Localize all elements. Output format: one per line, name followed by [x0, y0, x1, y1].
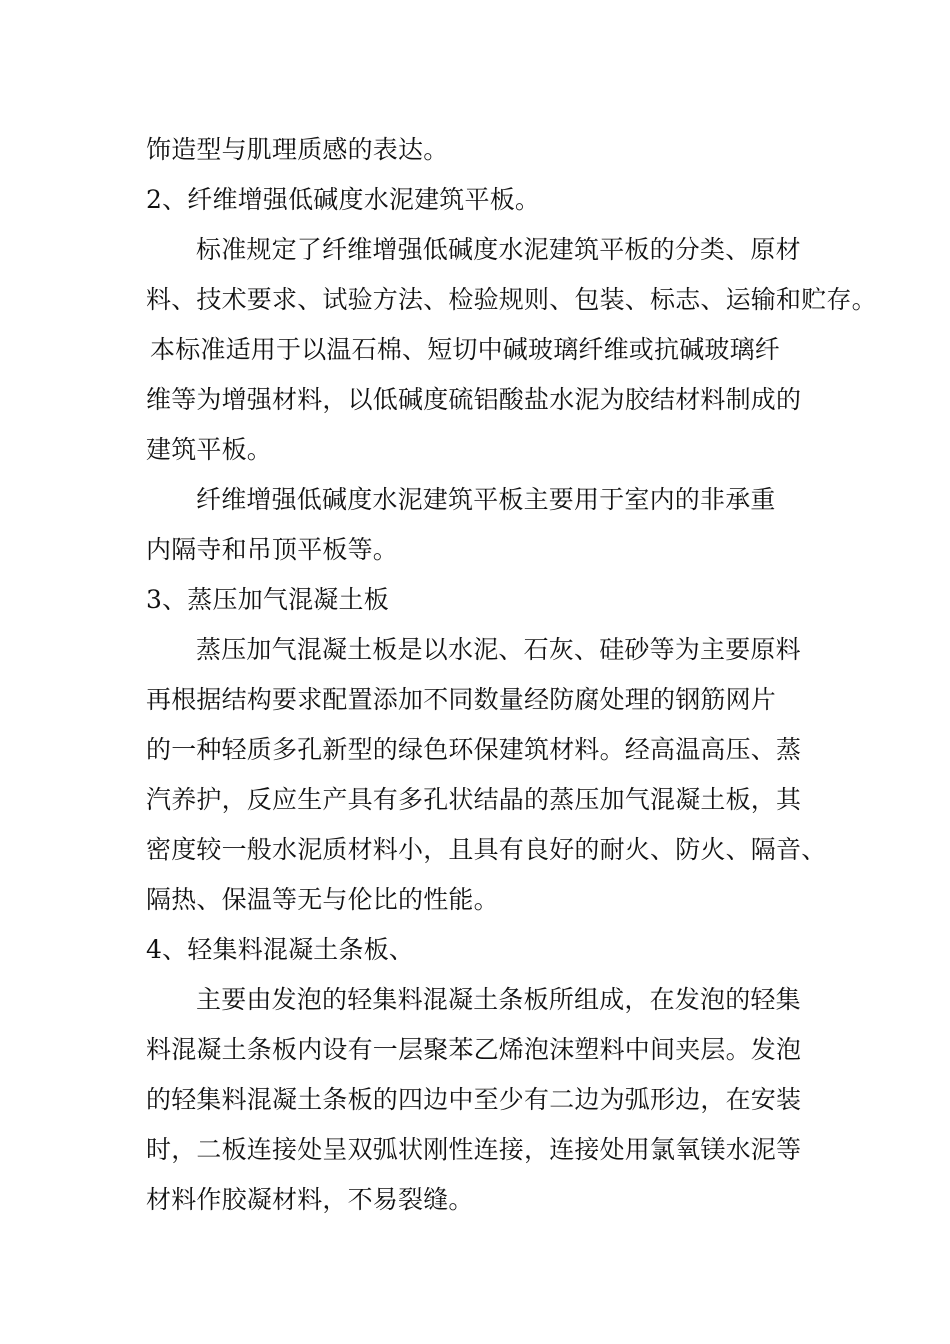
text-line: 的轻集料混凝土条板的四边中至少有二边为弧形边，在安装	[146, 1085, 802, 1114]
text-line: 隔热、保温等无与伦比的性能。	[146, 885, 499, 914]
section-heading: 4、轻集料混凝土条板、	[146, 935, 415, 964]
text-line: 内隔寺和吊顶平板等。	[146, 535, 399, 564]
text-line: 蒸压加气混凝土板是以水泥、石灰、硅砂等为主要原料	[196, 635, 801, 664]
section-heading: 3、蒸压加气混凝土板	[146, 585, 389, 614]
text-line: 饰造型与肌理质感的表达。	[146, 135, 449, 164]
text-line: 纤维增强低碱度水泥建筑平板主要用于室内的非承重	[196, 485, 776, 514]
text-line: 再根据结构要求配置添加不同数量经防腐处理的钢筋网片	[146, 685, 777, 714]
text-line: 料混凝土条板内设有一层聚苯乙烯泡沫塑料中间夹层。发泡	[146, 1035, 802, 1064]
text-line: 材料作胶凝材料，不易裂缝。	[146, 1185, 474, 1214]
text-line: 本标准适用于以温石棉、短切中碱玻璃纤维或抗碱玻璃纤	[150, 335, 781, 364]
text-line: 的一种轻质多孔新型的绿色环保建筑材料。经高温高压、蒸	[146, 735, 802, 764]
text-line: 时，二板连接处呈双弧状刚性连接，连接处用氯氧镁水泥等	[146, 1135, 802, 1164]
text-line: 料、技术要求、试验方法、检验规则、包装、标志、运输和贮存。	[146, 285, 877, 314]
text-line: 维等为增强材料，以低碱度硫铝酸盐水泥为胶结材料制成的	[146, 385, 802, 414]
text-line: 汽养护，反应生产具有多孔状结晶的蒸压加气混凝土板，其	[146, 785, 802, 814]
text-line: 密度较一般水泥质材料小，且具有良好的耐火、防火、隔音、	[146, 835, 827, 864]
text-line: 标准规定了纤维增强低碱度水泥建筑平板的分类、原材	[196, 235, 801, 264]
text-line: 主要由发泡的轻集料混凝土条板所组成，在发泡的轻集	[196, 985, 801, 1014]
section-heading: 2、纤维增强低碱度水泥建筑平板。	[146, 185, 541, 214]
text-line: 建筑平板。	[146, 435, 273, 464]
